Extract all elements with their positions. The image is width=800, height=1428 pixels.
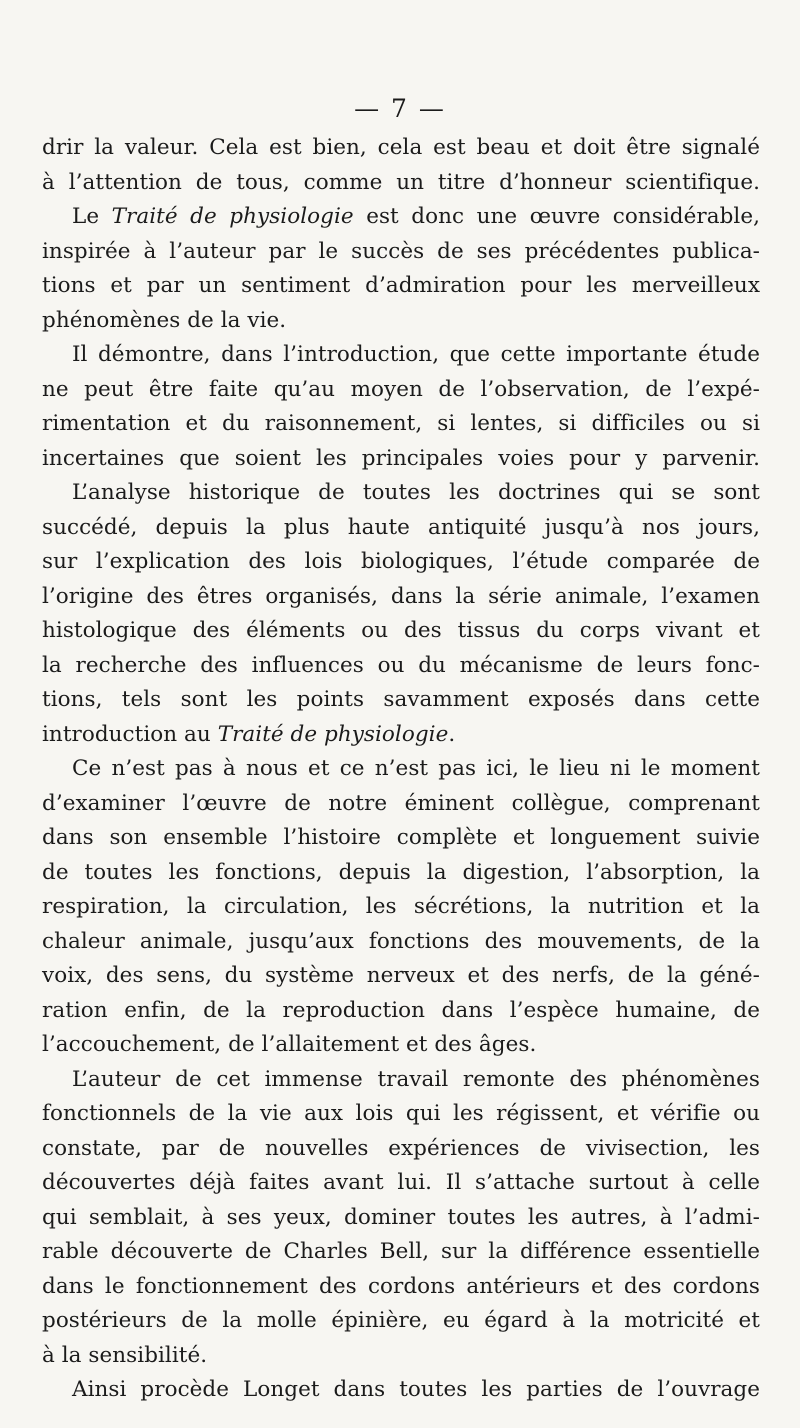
text-line: L’auteur de cet immense travail remonte des phénomènes [72,1066,760,1092]
text-line: tions, tels sont les points savamment exposés dans cette [42,687,760,712]
text-line: L’analyse historique de toutes les doctrines qui se sont [72,480,760,505]
italic-title: Traité de physiologie [111,204,354,229]
text-line: Ainsi procède Longet dans toutes les parties de l’ouvrage [72,1377,760,1402]
text-line: voix, des sens, du système nerveux et des nerfs, de la géné- [42,963,760,988]
text-line: postérieurs de la molle épinière, eu égard à la motricité et [42,1308,760,1333]
text-line: ne peut être faite qu’au moyen de l’observation, de l’expé- [42,376,760,402]
text-span: est donc une œuvre considérable, [353,204,760,229]
text-line: inspirée à l’auteur par le succès de ses précédentes publica- [42,238,760,264]
text-line: dans le fonctionnement des cordons antérieurs et des cordons [42,1273,760,1299]
text-line: tions et par un sentiment d’admiration pour les merveilleux [42,273,760,298]
text-line: Ce n’est pas à nous et ce n’est pas ici, le lieu ni le moment [72,756,760,781]
text-line: à l’attention de tous, comme un titre d’honneur scientifique. [42,169,760,195]
text-span: Le [72,204,112,229]
text-line: rable découverte de Charles Bell, sur la différence essentielle [42,1239,760,1264]
text-line: la recherche des influences ou du mécanisme de leurs fonc- [42,652,760,678]
text-line: chaleur animale, jusqu’aux fonctions des mouvements, de la [42,928,760,954]
text-line: l’accouchement, de l’allaitement et des âges. [42,1032,537,1057]
text-line: constate, par de nouvelles expériences de vivisection, les [42,1135,760,1161]
text-line: l’origine des êtres organisés, dans la série animale, l’examen [42,583,760,609]
text-line: fonctionnels de la vie aux lois qui les régissent, et vérifie ou [42,1101,760,1126]
text-line: succédé, depuis la plus haute antiquité jusqu’à nos jours, [42,514,760,540]
text-line: incertaines que soient les principales voies pour y parvenir. [42,445,760,471]
text-line: histologique des éléments ou des tissus du corps vivant et [42,618,760,643]
text-line: sur l’explication des lois biologiques, l’étude comparée de [42,549,760,574]
text-line: dans son ensemble l’histoire complète et longuement suivie [42,825,760,850]
text-line: ration enfin, de la reproduction dans l’espèce humaine, de [42,997,760,1023]
text-line: à la sensibilité. [42,1342,208,1368]
text-line: qui semblait, à ses yeux, dominer toutes les autres, à l’admi- [42,1204,760,1230]
text-line: respiration, la circulation, les sécrétions, la nutrition et la [42,894,760,919]
text-line: rimentation et du raisonnement, si lentes, si difficiles ou si [42,411,760,436]
text-line: de toutes les fonctions, depuis la digestion, l’absorption, la [42,859,760,885]
text-span: . [448,721,456,747]
text-line: découvertes déjà faites avant lui. Il s’attache surtout à celle [42,1170,760,1195]
text-line [42,200,760,235]
page-number: — 7 — [354,94,446,123]
text-line: Il démontre, dans l’introduction, que cette importante étude [72,342,760,367]
text-line: d’examiner l’œuvre de notre éminent collègue, comprenant [42,790,760,816]
text-line: drir la valeur. Cela est bien, cela est beau et doit être signalé [42,135,760,160]
text-span: introduction au [42,721,218,747]
text-line: phénomènes de la vie. [42,307,287,333]
text-line [42,718,760,753]
body-text [42,131,760,1408]
italic-title: Traité de physiologie [217,721,449,747]
